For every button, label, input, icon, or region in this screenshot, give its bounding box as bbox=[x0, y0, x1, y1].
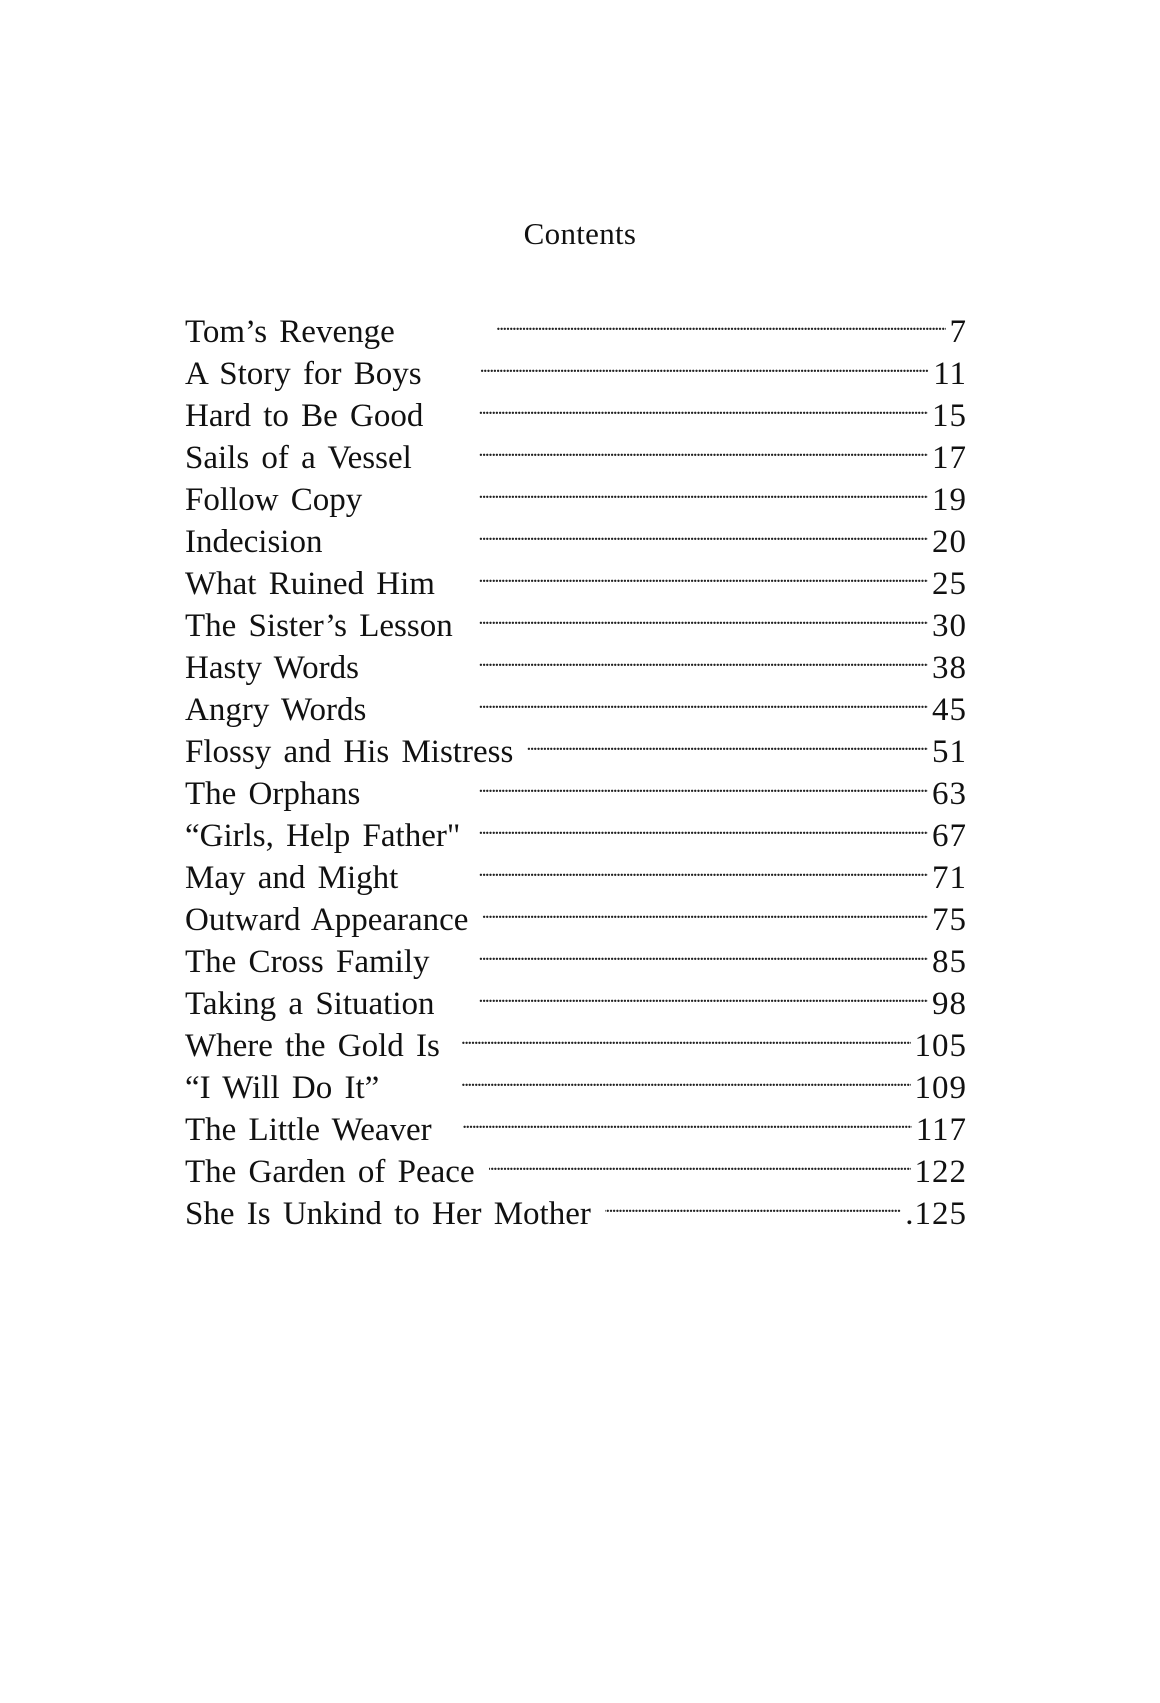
dot-leader bbox=[527, 720, 928, 762]
toc-entry bbox=[185, 300, 967, 350]
toc-entry-page-number: 98 bbox=[932, 986, 967, 1022]
toc-entry-title: Where the Gold Is bbox=[185, 1028, 440, 1064]
toc-entry-page-number: 122 bbox=[914, 1154, 967, 1190]
toc-entry-title: Angry Words bbox=[185, 692, 367, 728]
dot-leader bbox=[412, 846, 928, 888]
dot-leader bbox=[474, 804, 928, 846]
toc-entry-title: She Is Unkind to Her Mother bbox=[185, 1196, 591, 1232]
dot-leader bbox=[444, 930, 929, 972]
dot-leader bbox=[376, 468, 928, 510]
dot-leader bbox=[380, 678, 928, 720]
page-title: Contents bbox=[523, 216, 637, 251]
toc-entry-title: “I Will Do It” bbox=[185, 1070, 380, 1106]
toc-entry-page-number: 51 bbox=[932, 734, 967, 770]
toc-entry-page-number: 85 bbox=[932, 944, 967, 980]
dot-leader bbox=[374, 762, 928, 804]
toc-entry-title: Sails of a Vessel bbox=[185, 440, 412, 476]
toc-entry-title: Flossy and His Mistress bbox=[185, 734, 514, 770]
toc-entry-page-number: 67 bbox=[932, 818, 967, 854]
toc-entry-page-number: 63 bbox=[932, 776, 967, 812]
toc-entry-page-number: 71 bbox=[932, 860, 967, 896]
table-of-contents bbox=[185, 300, 967, 1232]
toc-entry-title: Indecision bbox=[185, 524, 323, 560]
toc-entry-title: Hard to Be Good bbox=[185, 398, 424, 434]
toc-entry-page-number: 75 bbox=[932, 902, 967, 938]
toc-entry-title: Tom’s Revenge bbox=[185, 314, 395, 350]
dot-leader bbox=[449, 552, 928, 594]
dot-leader bbox=[436, 342, 930, 384]
toc-entry-title: A Story for Boys bbox=[185, 356, 422, 392]
toc-entry-page-number: .125 bbox=[905, 1196, 967, 1232]
toc-entry-page-number: 15 bbox=[932, 398, 967, 434]
toc-entry-page-number: 19 bbox=[932, 482, 967, 518]
toc-entry-page-number: 38 bbox=[932, 650, 967, 686]
toc-entry-page-number: 17 bbox=[932, 440, 967, 476]
dot-leader bbox=[437, 384, 928, 426]
toc-entry-page-number: 45 bbox=[932, 692, 967, 728]
toc-entry-title: May and Might bbox=[185, 860, 399, 896]
dot-leader bbox=[482, 888, 928, 930]
toc-entry-title: The Little Weaver bbox=[185, 1112, 432, 1148]
toc-entry-page-number: 20 bbox=[932, 524, 967, 560]
dot-leader bbox=[467, 594, 928, 636]
toc-entry-page-number: 30 bbox=[932, 608, 967, 644]
dot-leader bbox=[449, 972, 929, 1014]
toc-entry-page-number: 11 bbox=[933, 356, 967, 392]
toc-entry-title: The Cross Family bbox=[185, 944, 430, 980]
toc-entry-title: “Girls, Help Father" bbox=[185, 818, 461, 854]
toc-entry-title: What Ruined Him bbox=[185, 566, 435, 602]
toc-entry-title: Follow Copy bbox=[185, 482, 363, 518]
dot-leader bbox=[446, 1098, 912, 1140]
toc-entry-title: Hasty Words bbox=[185, 650, 359, 686]
toc-entry-page-number: 25 bbox=[932, 566, 967, 602]
toc-entry-page-number: 7 bbox=[949, 314, 967, 350]
dot-leader bbox=[373, 636, 928, 678]
toc-entry-title: The Garden of Peace bbox=[185, 1154, 475, 1190]
dot-leader bbox=[426, 426, 928, 468]
toc-entry-page-number: 105 bbox=[914, 1028, 967, 1064]
dot-leader bbox=[454, 1014, 911, 1056]
toc-entry-title: Taking a Situation bbox=[185, 986, 435, 1022]
toc-entry-title: The Orphans bbox=[185, 776, 361, 812]
toc-entry-page-number: 117 bbox=[915, 1112, 967, 1148]
dot-leader bbox=[489, 1140, 911, 1182]
dot-leader bbox=[409, 300, 946, 342]
dot-leader bbox=[605, 1182, 901, 1224]
dot-leader bbox=[393, 1056, 910, 1098]
toc-entry-title: The Sister’s Lesson bbox=[185, 608, 453, 644]
dot-leader bbox=[336, 510, 928, 552]
toc-entry-title: Outward Appearance bbox=[185, 902, 469, 938]
toc-entry-page-number: 109 bbox=[914, 1070, 967, 1106]
